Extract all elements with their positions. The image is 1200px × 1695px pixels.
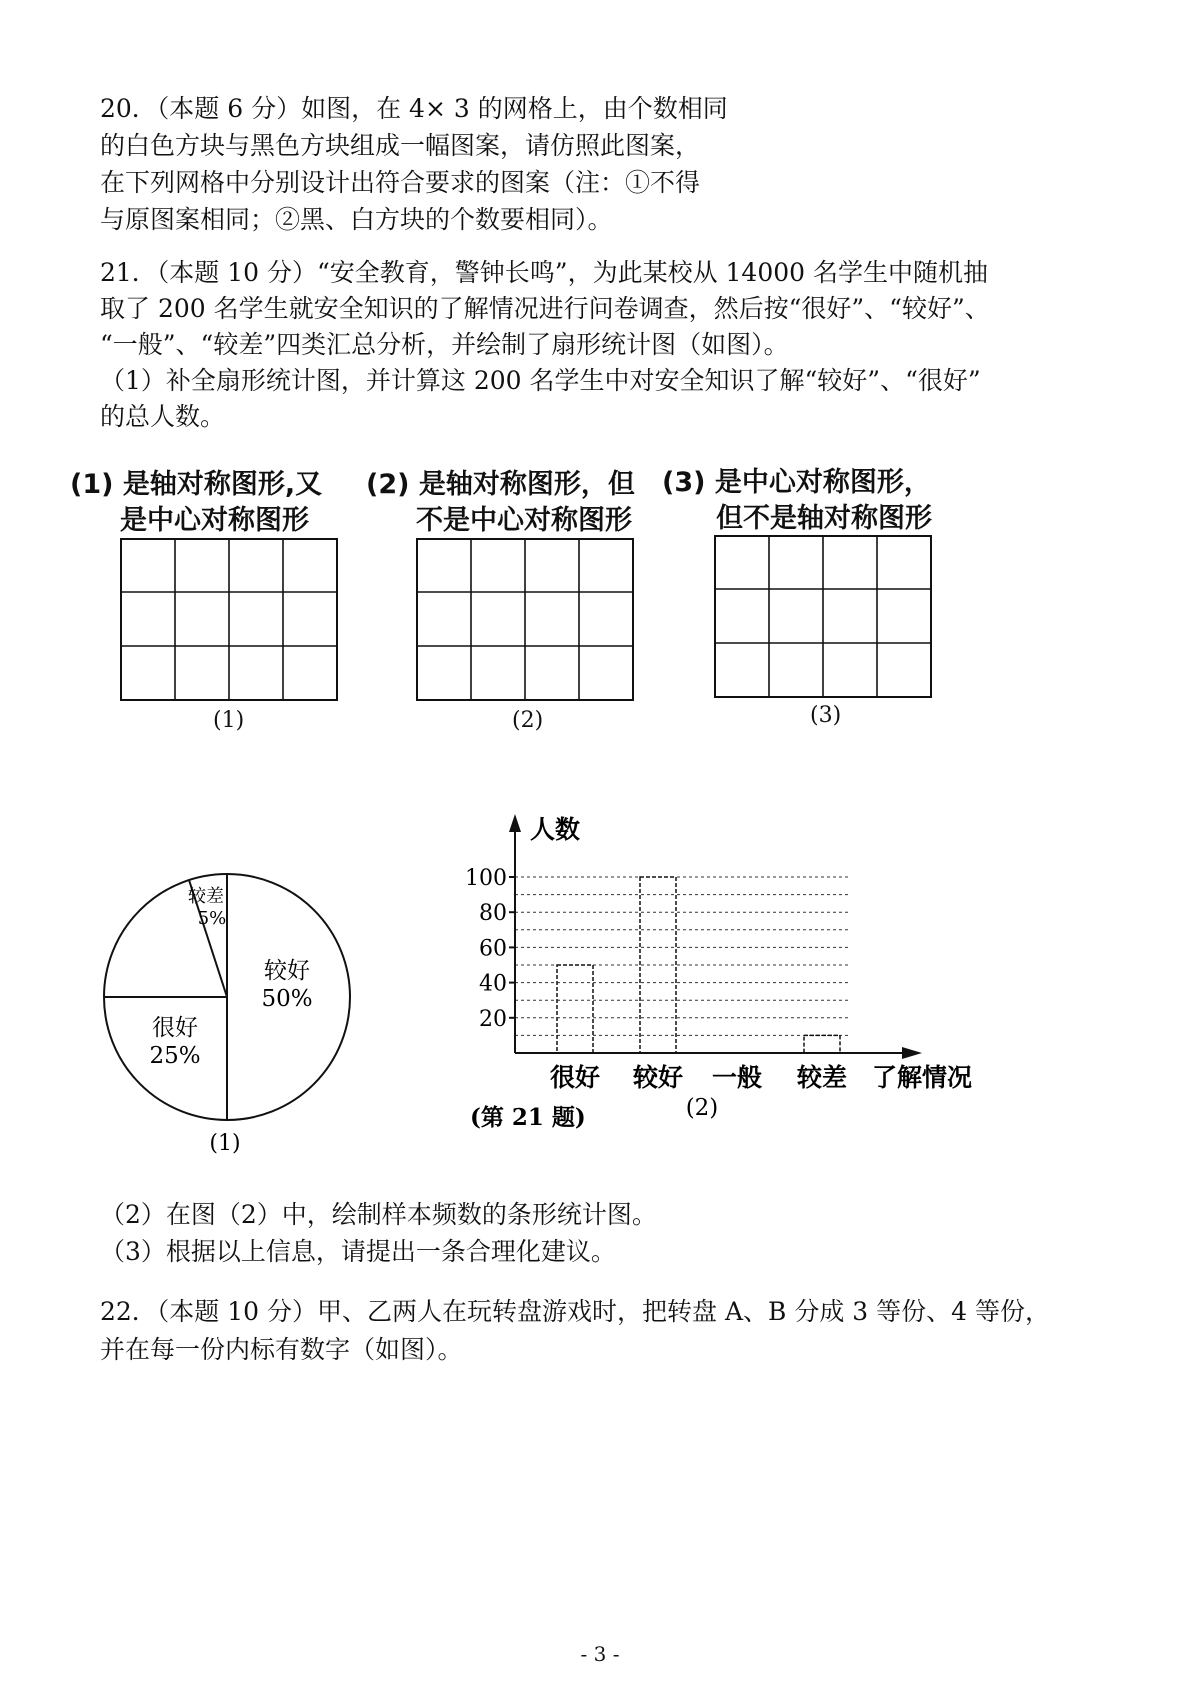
q20-line: 的白色方块与黑色方块组成一幅图案，请仿照此图案， <box>100 131 701 160</box>
grid-2-caption-line: (2) 是轴对称图形，但 <box>366 469 635 500</box>
figure-caption: (第 21 题) <box>470 1104 586 1131</box>
pie-value-poor: 5% <box>197 908 227 929</box>
grid-1[interactable] <box>120 538 338 701</box>
q22-line: 22．（本题 10 分）甲、乙两人在玩转盘游戏时，把转盘 A、B 分成 3 等份、4 等份， <box>100 1297 1050 1326</box>
question-21 <box>100 255 990 435</box>
q21-line: “一般”、“较差”四类汇总分析，并绘制了扇形统计图（如图）。 <box>100 330 789 359</box>
x-category-label: 较好 <box>632 1063 684 1092</box>
y-tick-label: 60 <box>479 936 507 962</box>
q21-line: 取了 200 名学生就安全知识的了解情况进行问卷调查，然后按“很好”、“较好”、 <box>100 294 990 323</box>
q22-line: 并在每一份内标有数字（如图）。 <box>100 1335 463 1364</box>
q20-line: 与原图案相同；②黑、白方块的个数要相同）。 <box>100 205 613 234</box>
x-category-label: 很好 <box>549 1063 601 1092</box>
question-21-parts <box>100 1196 657 1270</box>
pie-caption: (1) <box>209 1131 241 1156</box>
y-tick-label: 100 <box>465 866 507 891</box>
q21-part2: （2）在图（2）中，绘制样本频数的条形统计图。 <box>100 1200 657 1229</box>
grid-2-label: (2) <box>512 708 544 733</box>
bar <box>640 877 676 1053</box>
y-axis-arrow <box>509 814 521 832</box>
grid-3-caption-line: 但不是轴对称图形 <box>716 503 932 534</box>
grid-2-caption <box>366 467 635 539</box>
y-tick-label: 20 <box>479 1006 507 1032</box>
q20-line: 20．（本题 6 分）如图，在 4× 3 的网格上，由个数相同 <box>100 94 728 123</box>
q21-line: 的总人数。 <box>100 402 226 431</box>
q21-line: 21．（本题 10 分）“安全教育，警钟长鸣”，为此某校从 14000 名学生中随机抽 <box>100 258 989 287</box>
pie-label-poor: 较差 <box>188 886 224 907</box>
q20-line: 在下列网格中分别设计出符合要求的图案（注：①不得 <box>100 168 701 197</box>
grid-3[interactable] <box>714 535 932 698</box>
x-category-label: 较差 <box>796 1063 848 1092</box>
x-axis-label: 了解情况 <box>872 1063 973 1092</box>
pie-label-verygood: 很好 <box>152 1015 198 1041</box>
grid-2[interactable] <box>416 538 634 701</box>
grid-3-label: (3) <box>810 703 842 728</box>
pie-chart <box>100 860 360 1170</box>
q21-line: （1）补全扇形统计图，并计算这 200 名学生中对安全知识了解“较好”、“很好” <box>100 366 981 395</box>
pie-label-good: 较好 <box>264 958 310 984</box>
grid-2-caption-line: 不是中心对称图形 <box>416 505 632 536</box>
x-axis-arrow <box>902 1047 922 1059</box>
y-tick-label: 80 <box>479 901 507 927</box>
question-20 <box>100 90 728 238</box>
grid-1-caption <box>70 467 322 539</box>
bar <box>557 965 593 1053</box>
y-axis-label: 人数 <box>530 815 581 844</box>
bar-caption: (2) <box>685 1095 719 1121</box>
grid-1-label: (1) <box>213 708 245 733</box>
bar-chart <box>440 800 1000 1140</box>
question-22 <box>100 1293 1050 1369</box>
y-tick-label: 40 <box>479 971 507 997</box>
bar <box>804 1035 840 1053</box>
x-category-label: 一般 <box>711 1063 763 1092</box>
grid-1-caption-line: 是中心对称图形 <box>120 505 309 536</box>
grid-3-caption <box>662 465 932 537</box>
page-number: - 3 - <box>580 1642 620 1666</box>
grid-3-caption-line: (3) 是中心对称图形， <box>662 467 931 498</box>
pie-value-verygood: 25% <box>149 1043 201 1069</box>
grid-1-caption-line: (1) 是轴对称图形,又 <box>70 469 323 500</box>
q21-part3: （3）根据以上信息，请提出一条合理化建议。 <box>100 1237 616 1266</box>
pie-value-good: 50% <box>261 986 313 1012</box>
